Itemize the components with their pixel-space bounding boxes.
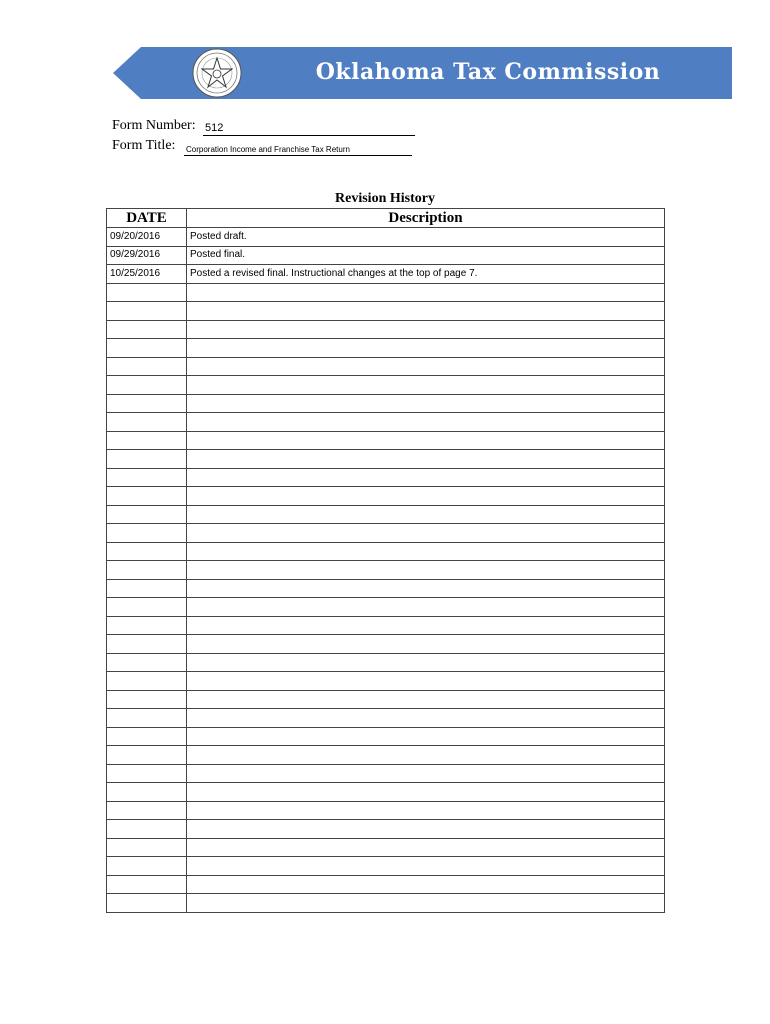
empty-table-row xyxy=(107,857,665,876)
row-date xyxy=(107,653,187,672)
revision-history-table xyxy=(106,208,665,913)
row-description xyxy=(187,302,665,321)
empty-table-row xyxy=(107,672,665,691)
row-date xyxy=(107,727,187,746)
empty-table-row xyxy=(107,783,665,802)
empty-table-row xyxy=(107,635,665,654)
table-row xyxy=(107,228,665,247)
row-description xyxy=(187,801,665,820)
row-description: Posted a revised final. Instructional changes at the top of page 7. xyxy=(187,265,665,284)
row-date xyxy=(107,875,187,894)
empty-table-row xyxy=(107,875,665,894)
row-date xyxy=(107,302,187,321)
row-description xyxy=(187,376,665,395)
row-description xyxy=(187,413,665,432)
row-date xyxy=(107,283,187,302)
empty-table-row xyxy=(107,524,665,543)
row-description xyxy=(187,746,665,765)
empty-table-row xyxy=(107,579,665,598)
empty-table-row xyxy=(107,820,665,839)
empty-table-row xyxy=(107,690,665,709)
row-description xyxy=(187,561,665,580)
row-description xyxy=(187,690,665,709)
row-date xyxy=(107,746,187,765)
row-date xyxy=(107,542,187,561)
description-column-header: Description xyxy=(187,209,665,228)
row-description xyxy=(187,524,665,543)
row-description xyxy=(187,598,665,617)
row-date xyxy=(107,783,187,802)
empty-table-row xyxy=(107,764,665,783)
row-date xyxy=(107,690,187,709)
row-date xyxy=(107,431,187,450)
row-description xyxy=(187,783,665,802)
empty-table-row xyxy=(107,709,665,728)
header-banner xyxy=(113,47,732,99)
row-description xyxy=(187,357,665,376)
row-description xyxy=(187,283,665,302)
empty-table-row xyxy=(107,838,665,857)
row-date xyxy=(107,616,187,635)
row-description xyxy=(187,894,665,913)
row-date xyxy=(107,487,187,506)
row-date xyxy=(107,801,187,820)
empty-table-row xyxy=(107,727,665,746)
empty-table-row xyxy=(107,394,665,413)
empty-table-row xyxy=(107,505,665,524)
table-row xyxy=(107,246,665,265)
empty-table-row xyxy=(107,468,665,487)
banner-title: Oklahoma Tax Commission xyxy=(315,59,661,85)
empty-table-row xyxy=(107,339,665,358)
row-date xyxy=(107,598,187,617)
row-date xyxy=(107,376,187,395)
row-description xyxy=(187,505,665,524)
row-date xyxy=(107,838,187,857)
form-number-value: 512 xyxy=(203,121,415,136)
row-date xyxy=(107,413,187,432)
row-date xyxy=(107,394,187,413)
table-body xyxy=(107,228,665,913)
row-date xyxy=(107,894,187,913)
table-header-row xyxy=(107,209,665,228)
form-number-label: Form Number: xyxy=(112,118,196,133)
row-description xyxy=(187,320,665,339)
row-description xyxy=(187,653,665,672)
row-date xyxy=(107,524,187,543)
row-date: 09/29/2016 xyxy=(107,246,187,265)
row-description xyxy=(187,727,665,746)
row-description xyxy=(187,820,665,839)
row-date xyxy=(107,561,187,580)
empty-table-row xyxy=(107,357,665,376)
row-description: Posted final. xyxy=(187,246,665,265)
row-description: Posted draft. xyxy=(187,228,665,247)
row-description xyxy=(187,616,665,635)
empty-table-row xyxy=(107,894,665,913)
empty-table-row xyxy=(107,598,665,617)
row-description xyxy=(187,394,665,413)
empty-table-row xyxy=(107,302,665,321)
empty-table-row xyxy=(107,431,665,450)
row-description xyxy=(187,579,665,598)
row-date xyxy=(107,579,187,598)
row-description xyxy=(187,672,665,691)
row-description xyxy=(187,542,665,561)
form-title-value: Corporation Income and Franchise Tax Return xyxy=(184,144,412,156)
table-row xyxy=(107,265,665,284)
row-description xyxy=(187,487,665,506)
row-date xyxy=(107,339,187,358)
row-description xyxy=(187,857,665,876)
row-description xyxy=(187,838,665,857)
row-description xyxy=(187,450,665,469)
empty-table-row xyxy=(107,616,665,635)
empty-table-row xyxy=(107,746,665,765)
row-date xyxy=(107,672,187,691)
row-date xyxy=(107,468,187,487)
date-column-header: DATE xyxy=(107,209,187,228)
empty-table-row xyxy=(107,376,665,395)
row-date: 10/25/2016 xyxy=(107,265,187,284)
row-date xyxy=(107,820,187,839)
row-date xyxy=(107,450,187,469)
empty-table-row xyxy=(107,450,665,469)
empty-table-row xyxy=(107,801,665,820)
empty-table-row xyxy=(107,413,665,432)
row-description xyxy=(187,431,665,450)
empty-table-row xyxy=(107,283,665,302)
empty-table-row xyxy=(107,561,665,580)
row-date xyxy=(107,320,187,339)
row-description xyxy=(187,764,665,783)
form-title-label: Form Title: xyxy=(112,138,176,153)
row-description xyxy=(187,468,665,487)
row-description xyxy=(187,875,665,894)
row-description xyxy=(187,709,665,728)
row-date xyxy=(107,635,187,654)
row-description xyxy=(187,635,665,654)
empty-table-row xyxy=(107,320,665,339)
row-date xyxy=(107,857,187,876)
row-date xyxy=(107,764,187,783)
empty-table-row xyxy=(107,542,665,561)
empty-table-row xyxy=(107,653,665,672)
row-date xyxy=(107,505,187,524)
state-seal-icon xyxy=(192,48,242,98)
empty-table-row xyxy=(107,487,665,506)
row-date: 09/20/2016 xyxy=(107,228,187,247)
row-description xyxy=(187,339,665,358)
row-date xyxy=(107,709,187,728)
row-date xyxy=(107,357,187,376)
revision-history-heading: Revision History xyxy=(335,191,435,206)
